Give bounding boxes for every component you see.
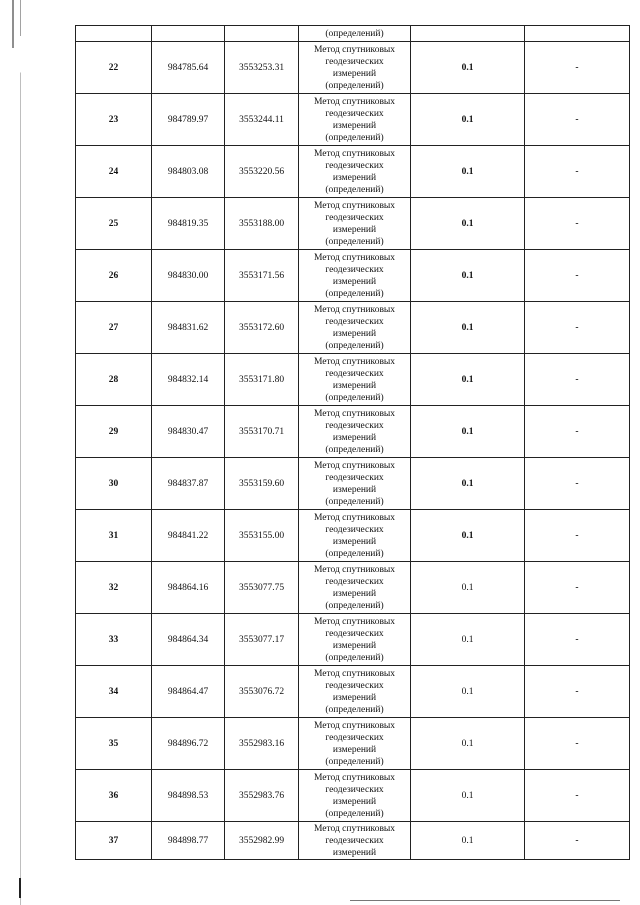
method-line: Метод спутниковых bbox=[313, 96, 396, 107]
cell-method: (определений) bbox=[299, 26, 411, 42]
method-line: Метод спутниковых bbox=[313, 668, 396, 679]
method-line: Метод спутниковых bbox=[313, 148, 396, 159]
scan-artifact-top bbox=[12, 0, 14, 48]
method-line: (определений) bbox=[325, 340, 384, 351]
table-row bbox=[76, 666, 630, 718]
cell-point-number: 31 bbox=[76, 510, 152, 562]
cell-description: - bbox=[525, 458, 630, 510]
cell-method bbox=[299, 354, 411, 406]
cell-accuracy: 0.1 bbox=[411, 146, 525, 198]
cell-description: - bbox=[525, 718, 630, 770]
table-row bbox=[76, 198, 630, 250]
table-row bbox=[76, 614, 630, 666]
cell-method bbox=[299, 562, 411, 614]
method-line: геодезических bbox=[325, 628, 384, 639]
cell-method bbox=[299, 718, 411, 770]
method-line: (определений) bbox=[325, 444, 384, 455]
method-line: Метод спутниковых bbox=[313, 720, 396, 731]
cell-x: 984864.34 bbox=[152, 614, 225, 666]
cell-method bbox=[299, 822, 411, 860]
method-line: измерений bbox=[332, 796, 377, 807]
cell-accuracy: 0.1 bbox=[411, 718, 525, 770]
method-line: (определений) bbox=[325, 600, 384, 611]
method-line: геодезических bbox=[325, 108, 384, 119]
cell-x: 984864.47 bbox=[152, 666, 225, 718]
cell-x: 984837.87 bbox=[152, 458, 225, 510]
cell-y: 3553188.00 bbox=[225, 198, 299, 250]
cell-x bbox=[152, 26, 225, 42]
cell-method bbox=[299, 198, 411, 250]
method-line: (определений) bbox=[325, 496, 384, 507]
method-line: Метод спутниковых bbox=[313, 823, 396, 834]
method-line: измерений bbox=[332, 847, 377, 858]
cell-accuracy: 0.1 bbox=[411, 666, 525, 718]
cell-description: - bbox=[525, 250, 630, 302]
cell-description: - bbox=[525, 146, 630, 198]
cell-x: 984841.22 bbox=[152, 510, 225, 562]
cell-accuracy: 0.1 bbox=[411, 822, 525, 860]
cell-description: - bbox=[525, 614, 630, 666]
cell-y: 3553171.80 bbox=[225, 354, 299, 406]
method-line: геодезических bbox=[325, 524, 384, 535]
cell-point-number: 24 bbox=[76, 146, 152, 198]
cell-y: 3552983.16 bbox=[225, 718, 299, 770]
cell-x: 984803.08 bbox=[152, 146, 225, 198]
table-row-continuation bbox=[76, 26, 630, 42]
cell-y: 3553077.75 bbox=[225, 562, 299, 614]
cell-method bbox=[299, 666, 411, 718]
cell-x: 984898.53 bbox=[152, 770, 225, 822]
cell-y: 3553171.56 bbox=[225, 250, 299, 302]
method-line: (определений) bbox=[325, 80, 384, 91]
cell-y: 3553159.60 bbox=[225, 458, 299, 510]
cell-description: - bbox=[525, 94, 630, 146]
cell-description: - bbox=[525, 822, 630, 860]
cell-x: 984789.97 bbox=[152, 94, 225, 146]
method-line: Метод спутниковых bbox=[313, 252, 396, 263]
method-line: измерений bbox=[332, 380, 377, 391]
method-line: Метод спутниковых bbox=[313, 356, 396, 367]
table-row bbox=[76, 510, 630, 562]
cell-point-number: 26 bbox=[76, 250, 152, 302]
method-line: измерений bbox=[332, 536, 377, 547]
cell-y: 3553077.17 bbox=[225, 614, 299, 666]
method-line: Метод спутниковых bbox=[313, 304, 396, 315]
cell-point-number bbox=[76, 26, 152, 42]
method-line: Метод спутниковых bbox=[313, 616, 396, 627]
cell-accuracy: 0.1 bbox=[411, 42, 525, 94]
method-line: измерений bbox=[332, 224, 377, 235]
cell-point-number: 22 bbox=[76, 42, 152, 94]
cell-point-number: 32 bbox=[76, 562, 152, 614]
cell-y: 3553253.31 bbox=[225, 42, 299, 94]
method-line: геодезических bbox=[325, 160, 384, 171]
cell-accuracy: 0.1 bbox=[411, 458, 525, 510]
method-line: геодезических bbox=[325, 835, 384, 846]
cell-method bbox=[299, 406, 411, 458]
cell-description: - bbox=[525, 42, 630, 94]
coordinates-table bbox=[75, 25, 630, 860]
cell-method bbox=[299, 510, 411, 562]
cell-description: - bbox=[525, 770, 630, 822]
method-line: геодезических bbox=[325, 316, 384, 327]
table-row bbox=[76, 718, 630, 770]
method-line: (определений) bbox=[325, 392, 384, 403]
table-row bbox=[76, 406, 630, 458]
cell-accuracy: 0.1 bbox=[411, 354, 525, 406]
method-line: измерений bbox=[332, 120, 377, 131]
method-line: (определений) bbox=[325, 652, 384, 663]
cell-description: - bbox=[525, 406, 630, 458]
method-line: измерений bbox=[332, 172, 377, 183]
cell-point-number: 35 bbox=[76, 718, 152, 770]
method-line: (определений) bbox=[325, 704, 384, 715]
cell-accuracy: 0.1 bbox=[411, 562, 525, 614]
method-line: геодезических bbox=[325, 732, 384, 743]
cell-x: 984898.77 bbox=[152, 822, 225, 860]
method-line: измерений bbox=[332, 484, 377, 495]
cell-y: 3553155.00 bbox=[225, 510, 299, 562]
method-line: измерений bbox=[332, 68, 377, 79]
method-line: геодезических bbox=[325, 784, 384, 795]
cell-accuracy: 0.1 bbox=[411, 406, 525, 458]
cell-accuracy: 0.1 bbox=[411, 770, 525, 822]
method-line: (определений) bbox=[325, 288, 384, 299]
cell-x: 984832.14 bbox=[152, 354, 225, 406]
cell-point-number: 28 bbox=[76, 354, 152, 406]
cell-point-number: 30 bbox=[76, 458, 152, 510]
cell-point-number: 34 bbox=[76, 666, 152, 718]
table-row bbox=[76, 562, 630, 614]
table-row bbox=[76, 822, 630, 860]
method-line: (определений) bbox=[325, 184, 384, 195]
cell-x: 984785.64 bbox=[152, 42, 225, 94]
cell-accuracy: 0.1 bbox=[411, 302, 525, 354]
method-line: геодезических bbox=[325, 212, 384, 223]
method-line: измерений bbox=[332, 692, 377, 703]
cell-point-number: 27 bbox=[76, 302, 152, 354]
cell-point-number: 37 bbox=[76, 822, 152, 860]
method-line: геодезических bbox=[325, 680, 384, 691]
scan-artifact-left-margin bbox=[20, 0, 21, 905]
cell-accuracy: 0.1 bbox=[411, 614, 525, 666]
cell-y: 3553220.56 bbox=[225, 146, 299, 198]
method-line: измерений bbox=[332, 588, 377, 599]
coordinates-table-body bbox=[76, 26, 630, 860]
table-row bbox=[76, 302, 630, 354]
method-line: Метод спутниковых bbox=[313, 460, 396, 471]
method-line: измерений bbox=[332, 432, 377, 443]
method-line: геодезических bbox=[325, 576, 384, 587]
method-line: измерений bbox=[332, 640, 377, 651]
cell-description: - bbox=[525, 510, 630, 562]
method-line: Метод спутниковых bbox=[313, 512, 396, 523]
method-line: геодезических bbox=[325, 264, 384, 275]
cell-method bbox=[299, 250, 411, 302]
method-line: измерений bbox=[332, 328, 377, 339]
cell-y: 3553076.72 bbox=[225, 666, 299, 718]
method-line: измерений bbox=[332, 276, 377, 287]
cell-method bbox=[299, 614, 411, 666]
method-line: геодезических bbox=[325, 420, 384, 431]
table-row bbox=[76, 42, 630, 94]
method-line: Метод спутниковых bbox=[313, 408, 396, 419]
table-row bbox=[76, 250, 630, 302]
method-line: Метод спутниковых bbox=[313, 564, 396, 575]
cell-method bbox=[299, 146, 411, 198]
method-line: (определений) bbox=[325, 236, 384, 247]
cell-description: - bbox=[525, 562, 630, 614]
cell-description: - bbox=[525, 354, 630, 406]
cell-x: 984864.16 bbox=[152, 562, 225, 614]
cell-y: 3553170.71 bbox=[225, 406, 299, 458]
cell-y: 3553172.60 bbox=[225, 302, 299, 354]
method-line: (определений) bbox=[325, 132, 384, 143]
cell-description: - bbox=[525, 302, 630, 354]
cell-point-number: 25 bbox=[76, 198, 152, 250]
cell-y: 3552982.99 bbox=[225, 822, 299, 860]
method-line: (определений) bbox=[325, 808, 384, 819]
cell-method bbox=[299, 458, 411, 510]
cell-description: - bbox=[525, 198, 630, 250]
cell-method bbox=[299, 770, 411, 822]
cell-accuracy: 0.1 bbox=[411, 510, 525, 562]
method-line: измерений bbox=[332, 744, 377, 755]
cell-method bbox=[299, 302, 411, 354]
method-line: Метод спутниковых bbox=[313, 772, 396, 783]
method-line: (определений) bbox=[325, 756, 384, 767]
method-line: геодезических bbox=[325, 472, 384, 483]
scan-artifact-bottom bbox=[19, 878, 21, 898]
cell-y: 3553244.11 bbox=[225, 94, 299, 146]
cell-y bbox=[225, 26, 299, 42]
cell-x: 984819.35 bbox=[152, 198, 225, 250]
method-line: Метод спутниковых bbox=[313, 200, 396, 211]
cell-x: 984830.00 bbox=[152, 250, 225, 302]
cell-description bbox=[525, 26, 630, 42]
table-row bbox=[76, 770, 630, 822]
cell-point-number: 36 bbox=[76, 770, 152, 822]
table-row bbox=[76, 458, 630, 510]
table-row bbox=[76, 354, 630, 406]
cell-accuracy: 0.1 bbox=[411, 250, 525, 302]
table-row bbox=[76, 146, 630, 198]
cell-x: 984830.47 bbox=[152, 406, 225, 458]
bottom-rule-line bbox=[350, 900, 620, 901]
table-row bbox=[76, 94, 630, 146]
cell-point-number: 33 bbox=[76, 614, 152, 666]
cell-x: 984896.72 bbox=[152, 718, 225, 770]
cell-y: 3552983.76 bbox=[225, 770, 299, 822]
cell-accuracy bbox=[411, 26, 525, 42]
method-line: геодезических bbox=[325, 56, 384, 67]
cell-method bbox=[299, 42, 411, 94]
cell-point-number: 23 bbox=[76, 94, 152, 146]
method-line: (определений) bbox=[325, 548, 384, 559]
cell-point-number: 29 bbox=[76, 406, 152, 458]
cell-accuracy: 0.1 bbox=[411, 198, 525, 250]
cell-accuracy: 0.1 bbox=[411, 94, 525, 146]
cell-x: 984831.62 bbox=[152, 302, 225, 354]
cell-method bbox=[299, 94, 411, 146]
cell-description: - bbox=[525, 666, 630, 718]
method-line: геодезических bbox=[325, 368, 384, 379]
method-line: Метод спутниковых bbox=[313, 44, 396, 55]
